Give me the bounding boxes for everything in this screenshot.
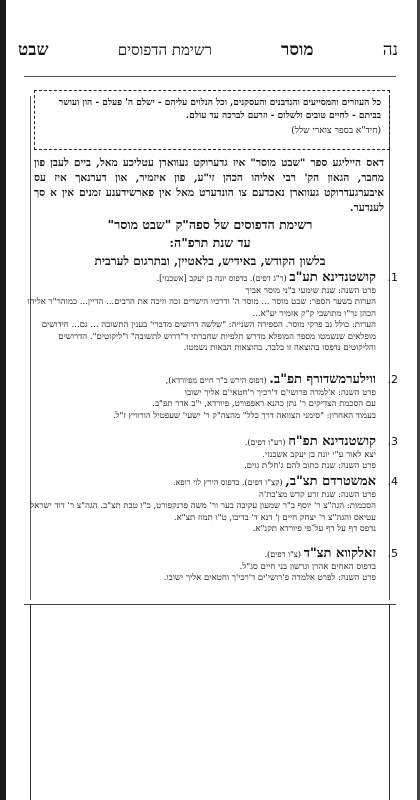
- entry-line: עם הסכמת הצדיקים ר' נתן כהנא ראפפורט, פיורדא, י"ב אדר תפ"ב.: [152, 399, 376, 409]
- entry-number: 3.: [387, 435, 398, 448]
- entry-line: בדפוס האחים אהרן וגרשון בני חיים סג"ל.: [239, 561, 376, 572]
- entry-line: הסכמות: הגה"צ ר' יוסף ב"ר שמעון עקיבה בער ור' משה פרנקפורט, כ"ו טבת תצ"ב. הגה"צ ר' דוד ישראל עטיאס והגה"צ ר' יצחק חיים ן' דנא ד' בדיבו, ט"ו תמוז תצ"א.: [30, 501, 376, 523]
- entry-publisher: (דפוס הירש ב"ר חיים מפיורדא),: [165, 376, 267, 385]
- entry-line: יצא לאור ע"י יונה בן יעקב אשכנזי.: [262, 449, 376, 460]
- entry-place: קושטנדינא תע"ב: [289, 270, 376, 285]
- entry-publisher: (צ"ו דפים).: [264, 550, 301, 559]
- edition-entry: [24, 374, 398, 422]
- entry-line: הערות: כולל גב פרקי מוסר. הספירה השנייה: "שלשה דרושים מדברי' בענין התשובה ... גם... חידושים מופלאים שנשמטו מספר המופלא מדרש תלפיות שחברתי ד"דרוש לתשובה" ו"ליקוטים". הדרושים והליקוטים נדפסו בהוצאה זו בלבד. בהוצאות הבאות נשמטו.: [41, 320, 376, 353]
- list-title-line2: עד שנת תרפ"ה:: [169, 235, 251, 250]
- entry-line: הערות בשער הספר: שבט מוסר ... מוסר ה' ודרכיו הישרים זכה וזיכה את הרבים... הדיין... כמוהר"ר אליהו הכהן נר"ו מתושבי ק"ק אזמיר יע"א...: [27, 297, 376, 319]
- edition-entry: [24, 476, 398, 536]
- scan-edge: [0, 0, 6, 800]
- entry-publisher: (קצ"ו דפים). בדפוס הירץ לוי רופא.: [173, 478, 283, 487]
- entry-line: בעמוד האחרון: "סימני הצוואה דרך כלל" מהצה"ק ר' ישעי' שעפטיל הורוויץ ז"ל.: [112, 410, 376, 421]
- entry-place: זאלקווא תצ"ד: [303, 546, 376, 561]
- entry-publisher: (ר"ג דפים). בדפוס יונה בן יעקב [אשכנזי].: [156, 274, 287, 283]
- edition-entry: [24, 436, 398, 473]
- page-header: [18, 40, 398, 70]
- entry-line: פרט השנה: שנת זרע קדש מצ'בת'ה: [258, 489, 376, 500]
- entry-number: 4.: [387, 475, 398, 488]
- header-center-right: מוסר: [281, 40, 314, 60]
- header-left: שבט: [18, 40, 49, 60]
- entry-number: 5.: [387, 547, 398, 560]
- yiddish-paragraph: דאס הייליגע ספר "שבט מוסר" איז גדערוקט געווארן עטליכע מאל, ביים לעבן פון מחבר, הגאון הק' רבי אליהו הכהן זי"ע, פון איזמיר, און דערנאך איז עס איבערגעדרוקט געווארן נאכדעם צו הונדערט מאל אין פארשידענע זמנים אין א סך לענדער.: [34, 157, 384, 214]
- edition-entry: [24, 272, 398, 355]
- list-title-line3: בלשון הקודש, באידיש, בלאטיין, ובתרגום לערבית: [94, 254, 326, 268]
- entry-publisher: (רע"ו דפים).: [244, 438, 286, 447]
- entry-line: פרט השנה: שנת כתוב להם ג'חל'ת גוים.: [243, 461, 376, 471]
- entry-place: ווילערמשדורף תפ"ב.: [269, 372, 376, 387]
- dedication-signature: (חיד"א בספר צוארי שלל): [291, 126, 381, 136]
- entry-number: 1.: [387, 271, 398, 284]
- dedication-notice: [34, 90, 390, 150]
- entry-number: 2.: [387, 373, 398, 386]
- entry-line: פרט השנה: שנת שימעי ב"ני מוסר אביך: [245, 285, 376, 296]
- edition-entry: [24, 548, 398, 585]
- header-divider: [24, 76, 396, 77]
- entry-line: נדפס דף על דף על־פי פיורדא תקנ"א.: [252, 524, 376, 534]
- blank-margin-frame: [30, 604, 390, 800]
- list-title-line1: רשימת הדפוסים של ספה"ק "שבט מוסר": [107, 217, 313, 232]
- list-title: [34, 216, 386, 270]
- entry-line: פרט השנה: א'למדה פרושי'ם ד'רכיך ר'חטאי'ם אליך ישובו: [184, 387, 376, 398]
- header-right: נה: [382, 40, 398, 60]
- header-center: רשימת הדפוסים: [117, 41, 212, 59]
- entry-place: אמשטרדם תצ"ב,: [285, 474, 376, 489]
- entry-line: פרט השנה: לפרט אלמדה פ'רושי'ים ד'רכי'ך וחטאים אליך ישובו.: [163, 573, 376, 583]
- entry-place: קושטנדינא תפ"ח: [288, 434, 376, 449]
- dedication-text: כל העוזרים והמסייעים והנדבנים והעסקנים, וכל הנלוים עליהם - ישלם ה' פעלם - הון ועושר בביתם - לחיים טובים ולשלום - וזרעם לברכה עד עולם.: [58, 98, 381, 121]
